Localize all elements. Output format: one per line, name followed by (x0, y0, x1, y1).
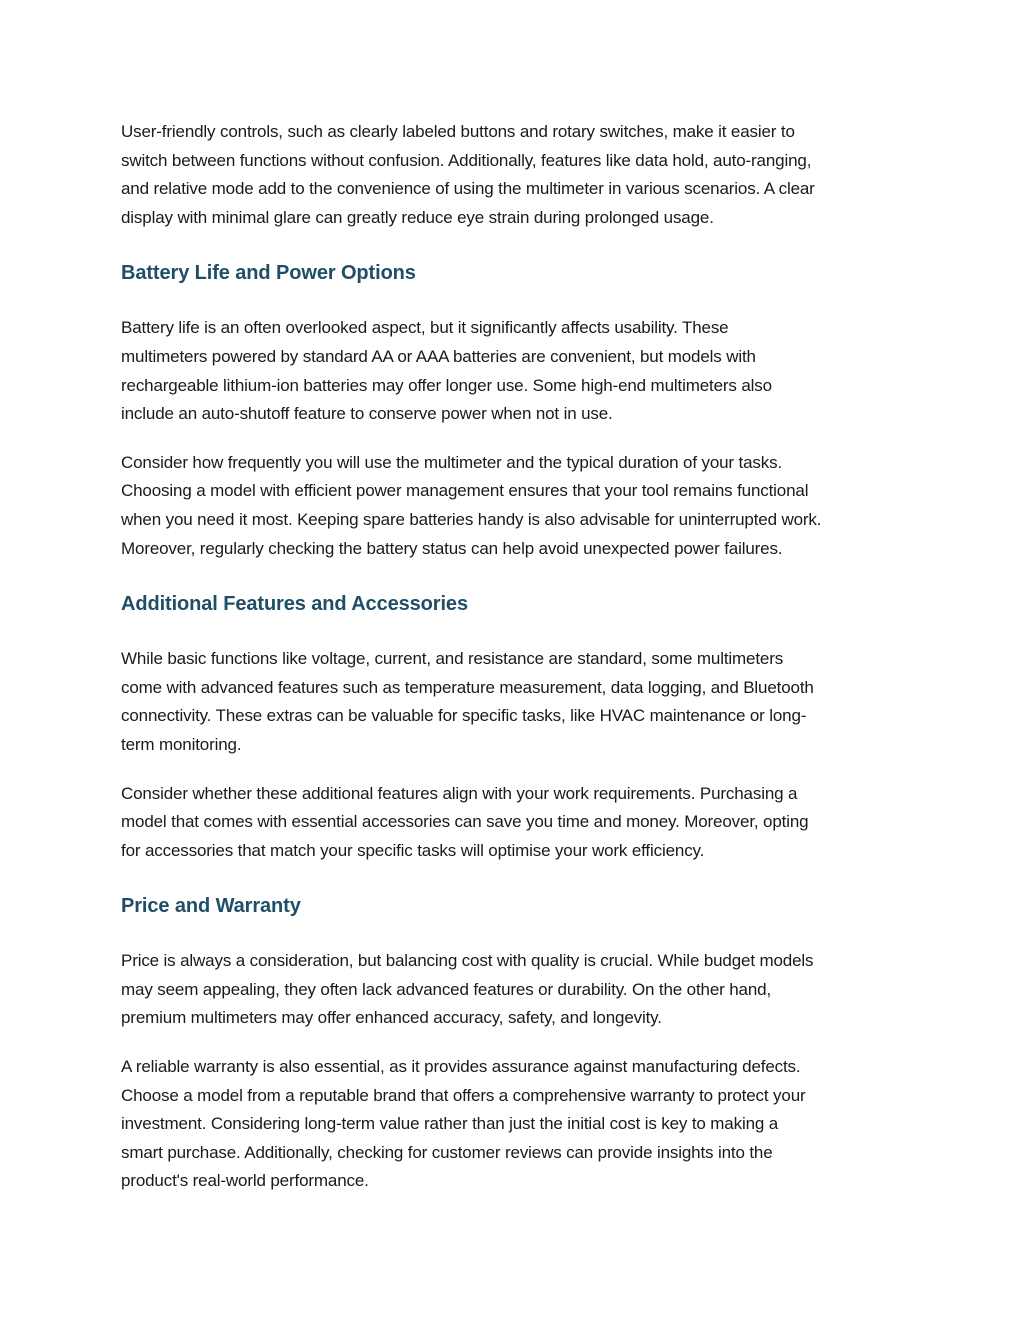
paragraph-additional-features-2: Consider whether these additional features align with your work requirements. Purchasing a model that comes with essential accessories can save you time and money. Moreover, opting for accessories that match your specific tasks will optimise your work efficiency. (121, 783, 809, 860)
paragraph-battery-life-2: Consider how frequently you will use the multimeter and the typical duration of your tasks. Choosing a model with efficient power management ensures that your tool remains functional when you need it most. Keeping spare batteries handy is also advisable for uninterrupted work. Moreover, regularly checking the battery status can help avoid unexpected power failures. (121, 452, 822, 558)
paragraph-user-friendly-controls: User-friendly controls, such as clearly labeled buttons and rotary switches, make it easier to switch between functions without confusion. Additionally, features like data hold, auto-ranging, and relative mode add to the convenience of using the multimeter in various scenarios. A clear display with minimal glare can greatly reduce eye strain during prolonged usage. (121, 122, 815, 227)
document-body (121, 118, 911, 1196)
heading-battery-life: Battery Life and Power Options (121, 262, 416, 285)
paragraph-additional-features-1: While basic functions like voltage, current, and resistance are standard, some multimeters come with advanced features such as temperature measurement, data logging, and Bluetooth connectivity. These extras can be valuable for specific tasks, like HVAC maintenance or long- term monitoring. (121, 649, 814, 754)
heading-additional-features: Additional Features and Accessories (121, 593, 468, 616)
heading-price-warranty: Price and Warranty (121, 895, 301, 918)
paragraph-price-warranty-2: A reliable warranty is also essential, as it provides assurance against manufacturing defects. Choose a model from a reputable brand that offers a comprehensive warranty to protect your investment. Considering long-term value rather than just the initial cost is key to making a smart purchase. Additionally, checking for customer reviews can provide insights into the product's real-world performance. (121, 1057, 806, 1191)
paragraph-battery-life-1: Battery life is an often overlooked aspect, but it significantly affects usability. These multimeters powered by standard AA or AAA batteries are convenient, but models with rechargeable lithium-ion batteries may offer longer use. Some high-end multimeters also include an auto-shutoff feature to conserve power when not in use. (121, 318, 772, 424)
paragraph-price-warranty-1: Price is always a consideration, but balancing cost with quality is crucial. While budget models may seem appealing, they often lack advanced features or durability. On the other hand, premium multimeters may offer enhanced accuracy, safety, and longevity. (121, 951, 814, 1028)
